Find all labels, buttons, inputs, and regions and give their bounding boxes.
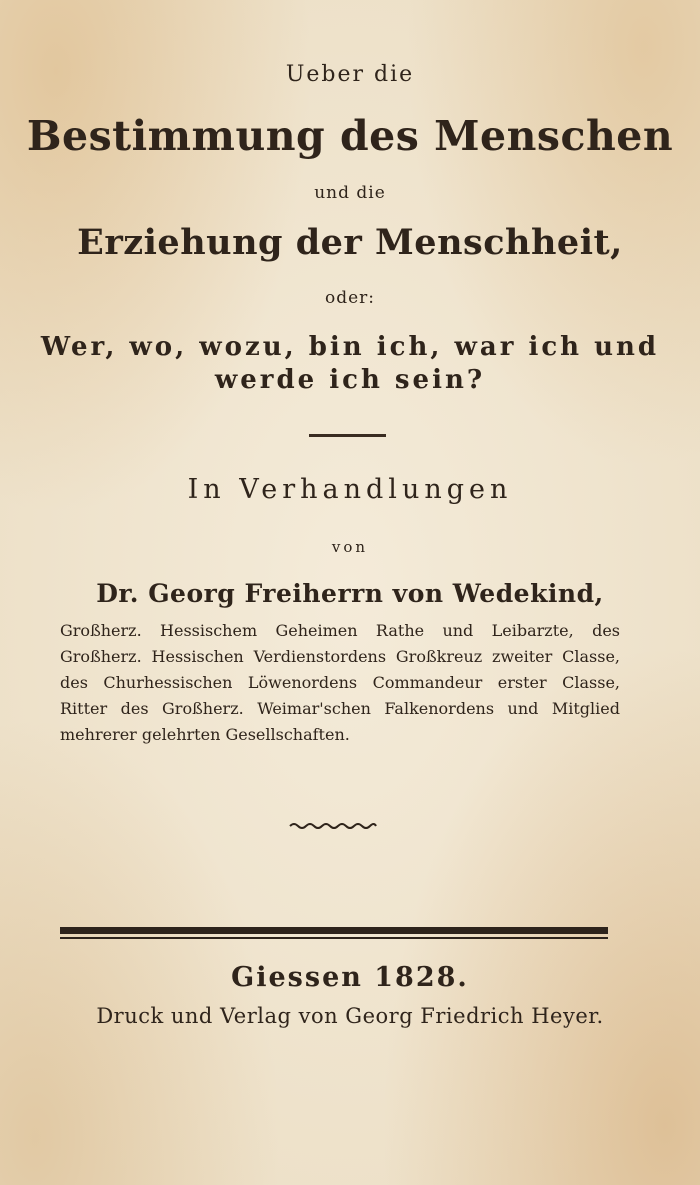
title-connector: und die xyxy=(314,183,386,203)
by-line: von xyxy=(331,538,369,556)
title-intro: Ueber die xyxy=(285,62,415,87)
ornament-divider xyxy=(288,818,378,832)
title-main: Bestimmung des Menschen xyxy=(26,112,674,160)
subtitle-line-2: werde ich sein? xyxy=(214,365,486,395)
double-rule xyxy=(60,927,608,939)
double-rule-thin xyxy=(60,937,608,939)
author-name: Dr. Georg Freiherrn von Wedekind, xyxy=(96,579,604,608)
author-titles: Großherz. Hessischem Geheimen Rathe und Leibarzte, des Großherz. Hessischen Verdienstordens Großkreuz zweiter Classe, des Churhessischen Löwenordens Commandeur erster Classe, Ritter des Großherz. Weimar'schen Falkenordens und Mitglied mehrerer gelehrten Gesellschaften. xyxy=(60,621,620,744)
double-rule-thick xyxy=(60,927,608,934)
title-or: oder: xyxy=(324,288,376,308)
form-line: In Verhandlungen xyxy=(187,474,513,505)
subtitle-line-1: Wer, wo, wozu, bin ich, war ich und xyxy=(40,332,660,362)
short-divider xyxy=(309,434,386,437)
publisher-line: Druck und Verlag von Georg Friedrich Heyer. xyxy=(96,1004,604,1028)
title-secondary: Erziehung der Menschheit, xyxy=(77,222,623,263)
place-year: Giessen 1828. xyxy=(231,962,469,993)
